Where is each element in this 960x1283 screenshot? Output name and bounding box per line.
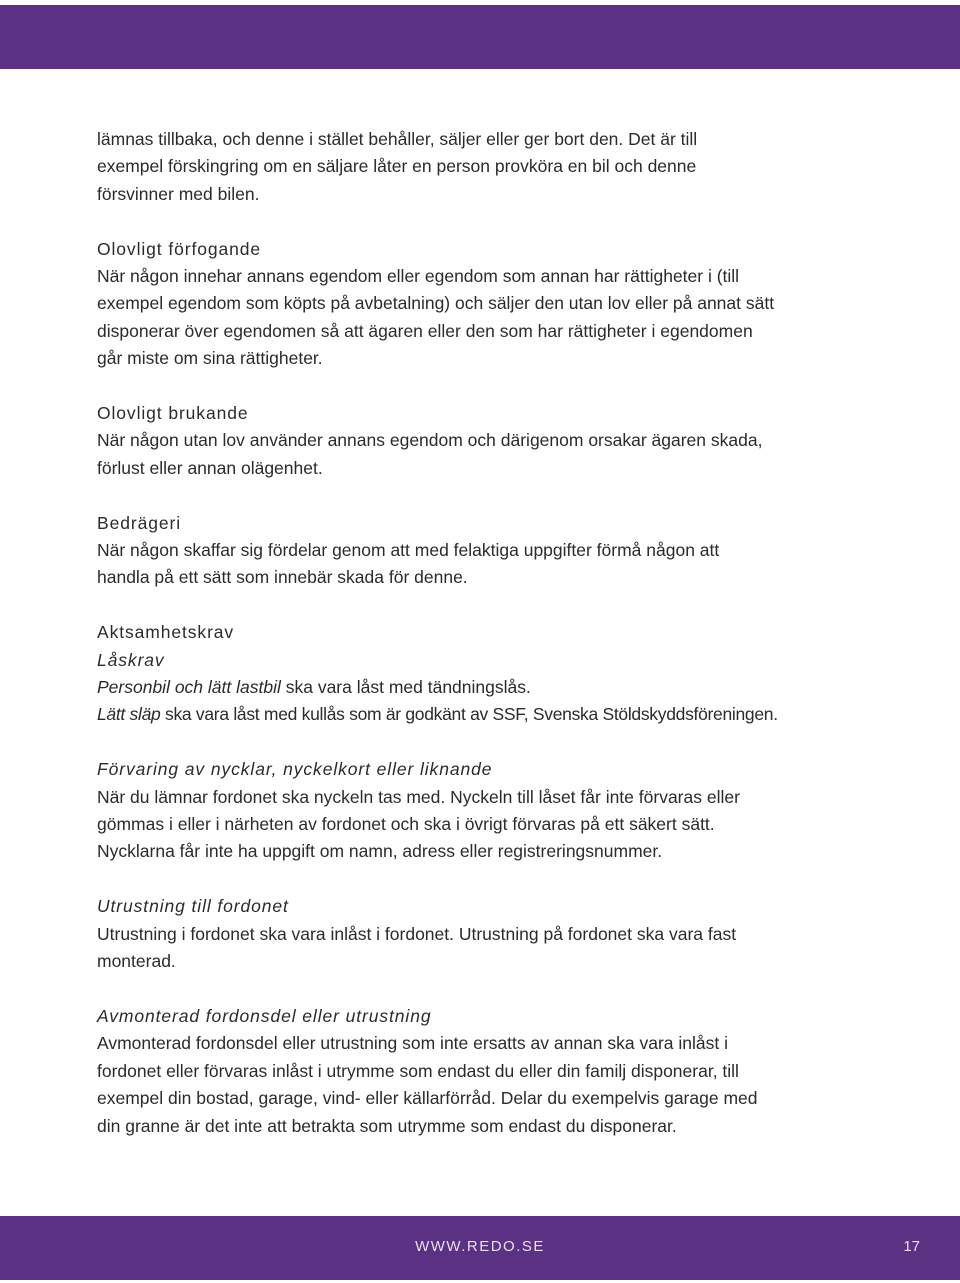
body-line: disponerar över egendomen så att ägaren eller den som har rättigheter i egendomen — [97, 320, 753, 341]
body-line: När någon skaffar sig fördelar genom att med felaktiga uppgifter förmå någon att — [97, 540, 720, 561]
section-heading-olovligt-forfogande: Olovligt förfogande — [97, 238, 261, 259]
body-line: Utrustning i fordonet ska vara inlåst i fordonet. Utrustning på fordonet ska vara fast — [97, 923, 737, 944]
body-line: förlust eller annan olägenhet. — [97, 457, 323, 478]
body-line: När någon utan lov använder annans egendom och därigenom orsakar ägaren skada, — [97, 430, 763, 451]
body-line: När någon innehar annans egendom eller egendom som annan har rättigheter i (till — [97, 266, 740, 287]
section-heading-forvaring-nycklar: Förvaring av nycklar, nyckelkort eller liknande — [97, 759, 493, 780]
intro-line: exempel förskingring om en säljare låter en person provköra en bil och denne — [97, 156, 697, 177]
page-number: 17 — [903, 1238, 920, 1255]
section-heading-aktsamhetskrav: Aktsamhetskrav — [97, 622, 235, 643]
body-line: din granne är det inte att betrakta som utrymme som endast du disponerar. — [97, 1115, 677, 1136]
intro-line: försvinner med bilen. — [97, 183, 260, 204]
rule-text: ska vara låst med tändningslås. — [280, 677, 531, 698]
page-content — [97, 126, 867, 1140]
footer-band — [0, 1216, 960, 1280]
section-heading-olovligt-brukande: Olovligt brukande — [97, 403, 249, 424]
intro-line: lämnas tillbaka, och denne i stället behåller, säljer eller ger bort den. Det är till — [97, 129, 698, 149]
section-heading-utrustning: Utrustning till fordonet — [97, 896, 289, 917]
section-heading-bedrageri: Bedrägeri — [97, 512, 181, 533]
footer-website-url: WWW.REDO.SE — [415, 1238, 545, 1255]
body-line: Avmonterad fordonsdel eller utrustning som inte ersatts av annan ska vara inlåst i — [97, 1033, 728, 1054]
rule-vehicle-type: Personbil och lätt lastbil — [97, 677, 281, 698]
body-line: gömmas i eller i närheten av fordonet och ska i övrigt förvaras på ett säkert sätt. — [97, 814, 715, 835]
subheading-laskrav: Låskrav — [97, 649, 165, 670]
body-line: exempel egendom som köpts på avbetalning) och säljer den utan lov eller på annat sätt — [97, 293, 775, 314]
rule-vehicle-type: Lätt släp — [97, 704, 161, 725]
body-line: Nycklarna får inte ha uppgift om namn, adress eller registreringsnummer. — [97, 841, 663, 862]
section-heading-avmonterad: Avmonterad fordonsdel eller utrustning — [97, 1005, 432, 1026]
top-header-band — [0, 5, 960, 69]
lock-rule-line — [97, 674, 867, 701]
body-line: fordonet eller förvaras inlåst i utrymme som endast du eller din familj disponerar, till — [97, 1060, 739, 1081]
lock-rule-line — [97, 701, 867, 728]
body-line: handla på ett sätt som innebär skada för denne. — [97, 567, 468, 588]
body-line: monterad. — [97, 951, 176, 972]
body-line: När du lämnar fordonet ska nyckeln tas med. Nyckeln till låset får inte förvaras eller — [97, 786, 740, 807]
body-line: går miste om sina rättigheter. — [97, 348, 323, 369]
body-line: exempel din bostad, garage, vind- eller källarförråd. Delar du exempelvis garage med — [97, 1088, 758, 1109]
rule-text: ska vara låst med kullås som är godkänt av SSF, Svenska Stöldskyddsföreningen. — [160, 704, 778, 725]
